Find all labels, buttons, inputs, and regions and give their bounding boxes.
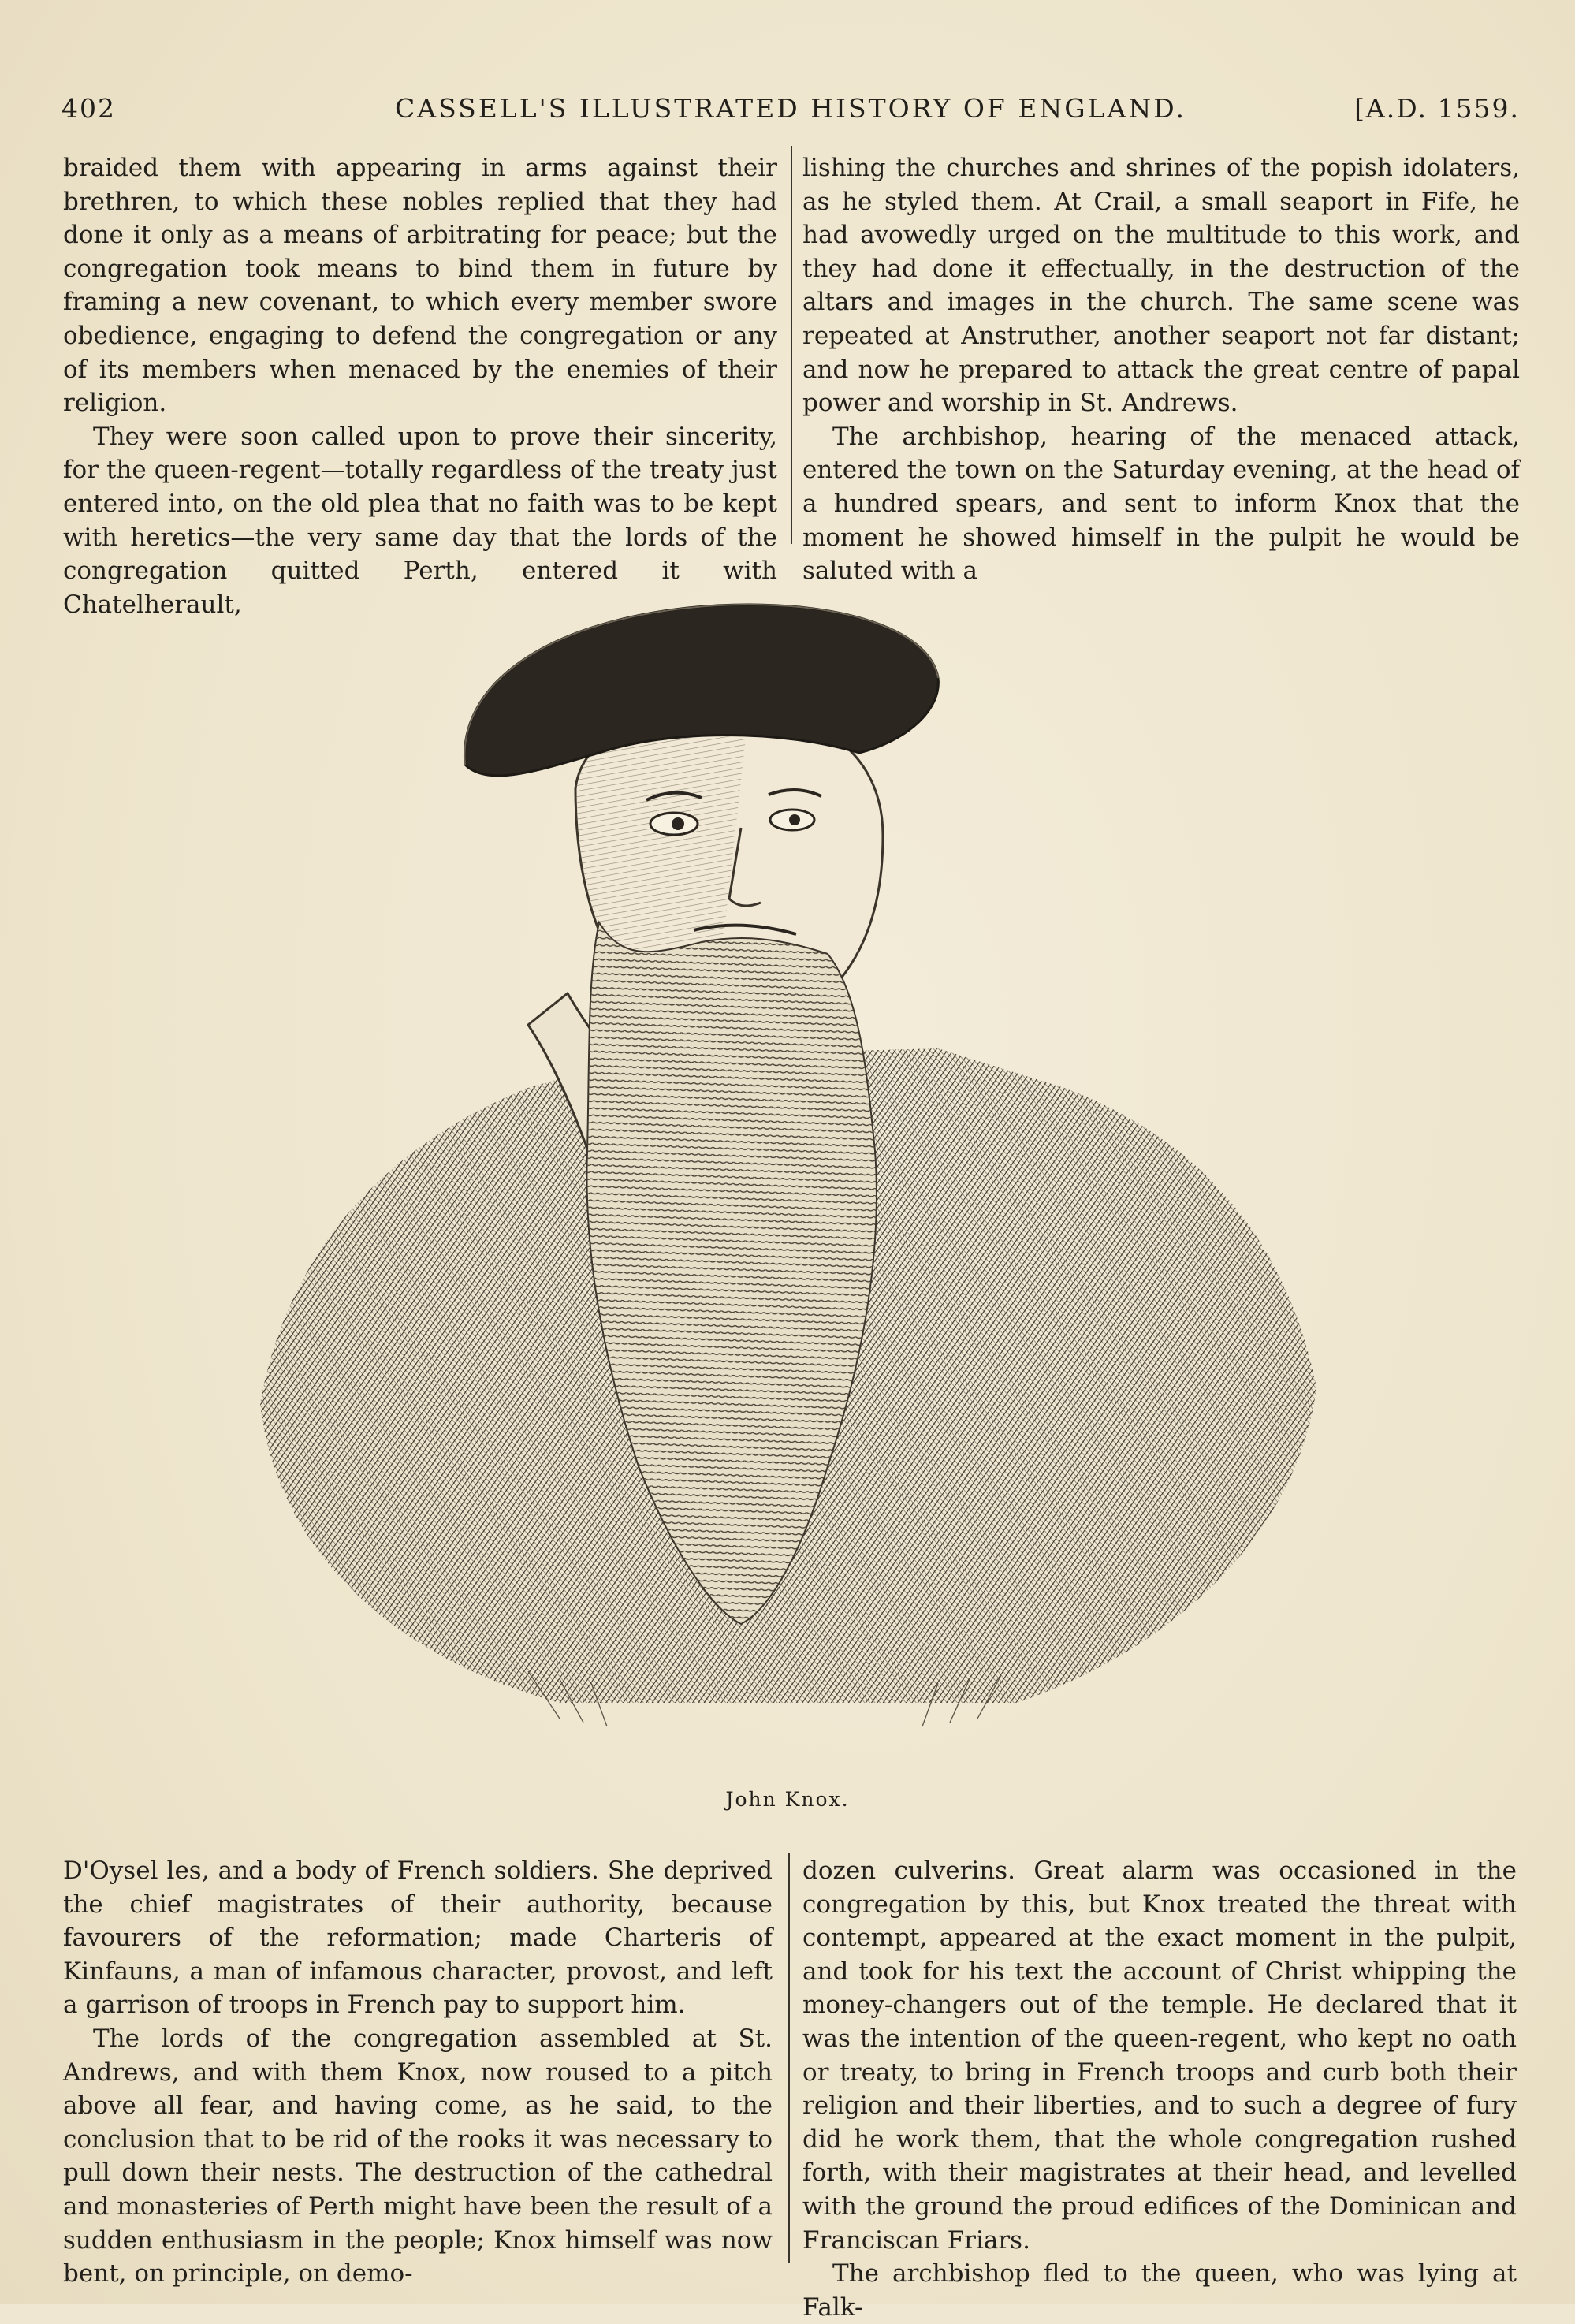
column-rule — [791, 146, 792, 544]
paragraph: The archbishop fled to the queen, who was lying at Falk- — [802, 2259, 1517, 2322]
paragraph: The archbishop, hearing of the menaced attack, entered the town on the Saturday evening, at the head of a hundred spears, and sent to inform Knox that the moment he showed himself in the pulpit he would be saluted with a — [802, 422, 1520, 586]
left-pupil — [672, 817, 684, 830]
portrait-engraving — [229, 583, 1348, 1766]
running-header — [61, 88, 1520, 128]
running-date: [A.D. 1559. — [1354, 93, 1520, 124]
bottom-right-column — [802, 1854, 1517, 2324]
paragraph: D'Oysel les, and a body of French soldiers. She deprived the chief magistrates of their authority, because favourers of the reformation; made Charteris of Kinfauns, a man of infamous character, provost, and left a garrison of troops in French pay to support him. — [63, 1857, 773, 2020]
paragraph: The lords of the congregation assembled at St. Andrews, and with them Knox, now roused to a pitch above all fear, and having come, as he said, to the conclusion that to be rid of the rooks it was necessary to pull down their nests. The destruction of the cathedral and monasteries of Perth might have been the result of a sudden enthusiasm in the people; Knox himself was now bent, on principle, on demo- — [63, 2024, 773, 2289]
paragraph: They were soon called upon to prove their sincerity, for the queen-regent—totally regardless of the treaty just entered into, on the old plea that no faith was to be kept with heretics—the very same day that the lords of the congregation quitted Perth, entered it with Chatelherault, — [63, 422, 777, 619]
paragraph: lishing the churches and shrines of the popish idolaters, as he styled them. At Crail, a small seaport in Fife, he had avowedly urged on the multitude to this work, and they had done it effectually, in the destruction of the altars and images in the church. The same scene was repeated at Anstruther, another seaport not far distant; and now he prepared to attack the great centre of papal power and worship in St. Andrews. — [802, 154, 1520, 418]
john-knox-portrait — [229, 583, 1348, 1766]
running-title: CASSELL'S ILLUSTRATED HISTORY OF ENGLAND. — [395, 93, 1186, 124]
column-rule — [788, 1853, 790, 2263]
top-right-column — [802, 151, 1520, 588]
bottom-left-column — [63, 1854, 773, 2291]
figure-caption: John Knox. — [725, 1788, 850, 1811]
page-number: 402 — [61, 93, 116, 124]
top-left-column — [63, 151, 777, 621]
paragraph: braided them with appearing in arms against their brethren, to which these nobles replied that they had done it only as a means of arbitrating for peace; but the congregation took means to bind them in future by framing a new covenant, to which every member swore obedience, engaging to defend the congregation or any of its members when menaced by the enemies of their religion. — [63, 154, 777, 418]
right-pupil — [789, 814, 800, 825]
paragraph: dozen culverins. Great alarm was occasioned in the congregation by this, but Knox treated the threat with contempt, appeared at the exact moment in the pulpit, and took for his text the account of Christ whipping the money-changers out of the temple. He declared that it was the intention of the queen-regent, who kept no oath or treaty, to bring in French troops and curb both their religion and their liberties, and to such a degree of fury did he work them, that the whole congregation rushed forth, with their magistrates at their head, and levelled with the ground the proud edifices of the Dominican and Franciscan Friars. — [802, 1857, 1517, 2255]
